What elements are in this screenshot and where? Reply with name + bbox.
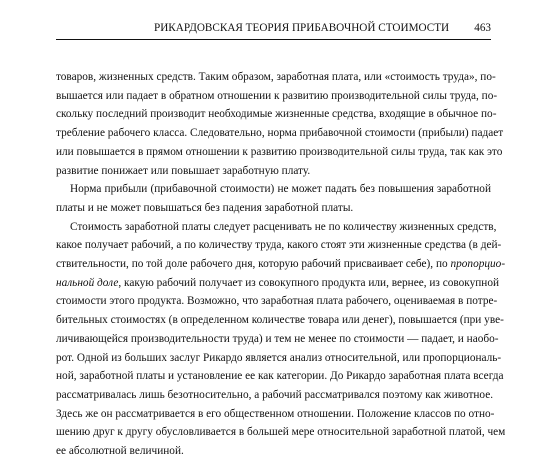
text-line: или повышается в прямом отношении к развитию производительной силы труда, так как это: [56, 145, 503, 158]
text-line: рассматривалась лишь безотносительно, а рабочий рассматривался поэтому как животное.: [56, 388, 494, 401]
text-line: [56, 274, 500, 292]
text-run: ствительности, по той доле рабочего дня, которую рабочий присваивает себе), по: [56, 258, 451, 270]
text-run: , какую рабочий получает из совокупного продукта или, вернее, из совокупной: [118, 276, 500, 289]
page-number: 463: [474, 22, 491, 34]
italic-text-run: пропорцио-: [450, 258, 506, 270]
text-line: какое получает рабочий, а по количеству труда, какого стоят эти жизненные средства (в дей-: [56, 239, 502, 252]
text-line: ной, заработной платы и установление ее как категории. До Рикардо заработная плата всегда: [56, 370, 504, 383]
text-line: Норма прибыли (прибавочной стоимости) не может падать без повышения заработной: [70, 183, 491, 196]
text-line: Здесь же он рассматривается в его общественном отношении. Положение классов по отно-: [56, 407, 495, 420]
text-line: требление рабочего класса. Следовательно, норма прибавочной стоимости (прибыли) падает: [56, 127, 504, 140]
text-line: рот. Одной из больших заслуг Рикардо является анализ относительной, или пропорциональ-: [56, 351, 502, 364]
text-line: скольку последний производит необходимые жизненные средства, входящие в обычное по-: [56, 108, 497, 121]
text-line: [56, 255, 506, 273]
running-header: [56, 19, 491, 40]
text-line: ее абсолютной величиной.: [56, 445, 184, 457]
text-line: личивающейся производительности труда) и тем не менее по стоимости — падает, и наобо-: [56, 332, 499, 345]
text-line: стоимости этого продукта. Возможно, что заработная плата рабочего, оцениваемая в потре-: [56, 295, 498, 308]
text-line: бительных стоимостях (в определенном количестве товара или денег), повышается (при уве-: [56, 314, 504, 327]
italic-text-run: нальной доле: [56, 276, 119, 289]
text-line: вышается или падает в обратном отношении к развитию производительной силы труда, по-: [56, 89, 498, 102]
text-line: платы и не может повышаться без падения заработной платы.: [56, 201, 354, 214]
text-line: шению друг к другу обусловливается в большей мере относительной заработной платой, чем: [56, 426, 506, 439]
text-line: товаров, жизненных средств. Таким образом, заработная плата, или «стоимость труда», по-: [56, 71, 496, 83]
text-line: Стоимость заработной платы следует расценивать не по количеству жизненных средств,: [70, 220, 497, 233]
running-header-title: РИКАРДОВСКАЯ ТЕОРИЯ ПРИБАВОЧНОЙ СТОИМОСТИ: [154, 22, 450, 34]
text-line: развитие понижает или повышает заработную плату.: [56, 164, 311, 177]
